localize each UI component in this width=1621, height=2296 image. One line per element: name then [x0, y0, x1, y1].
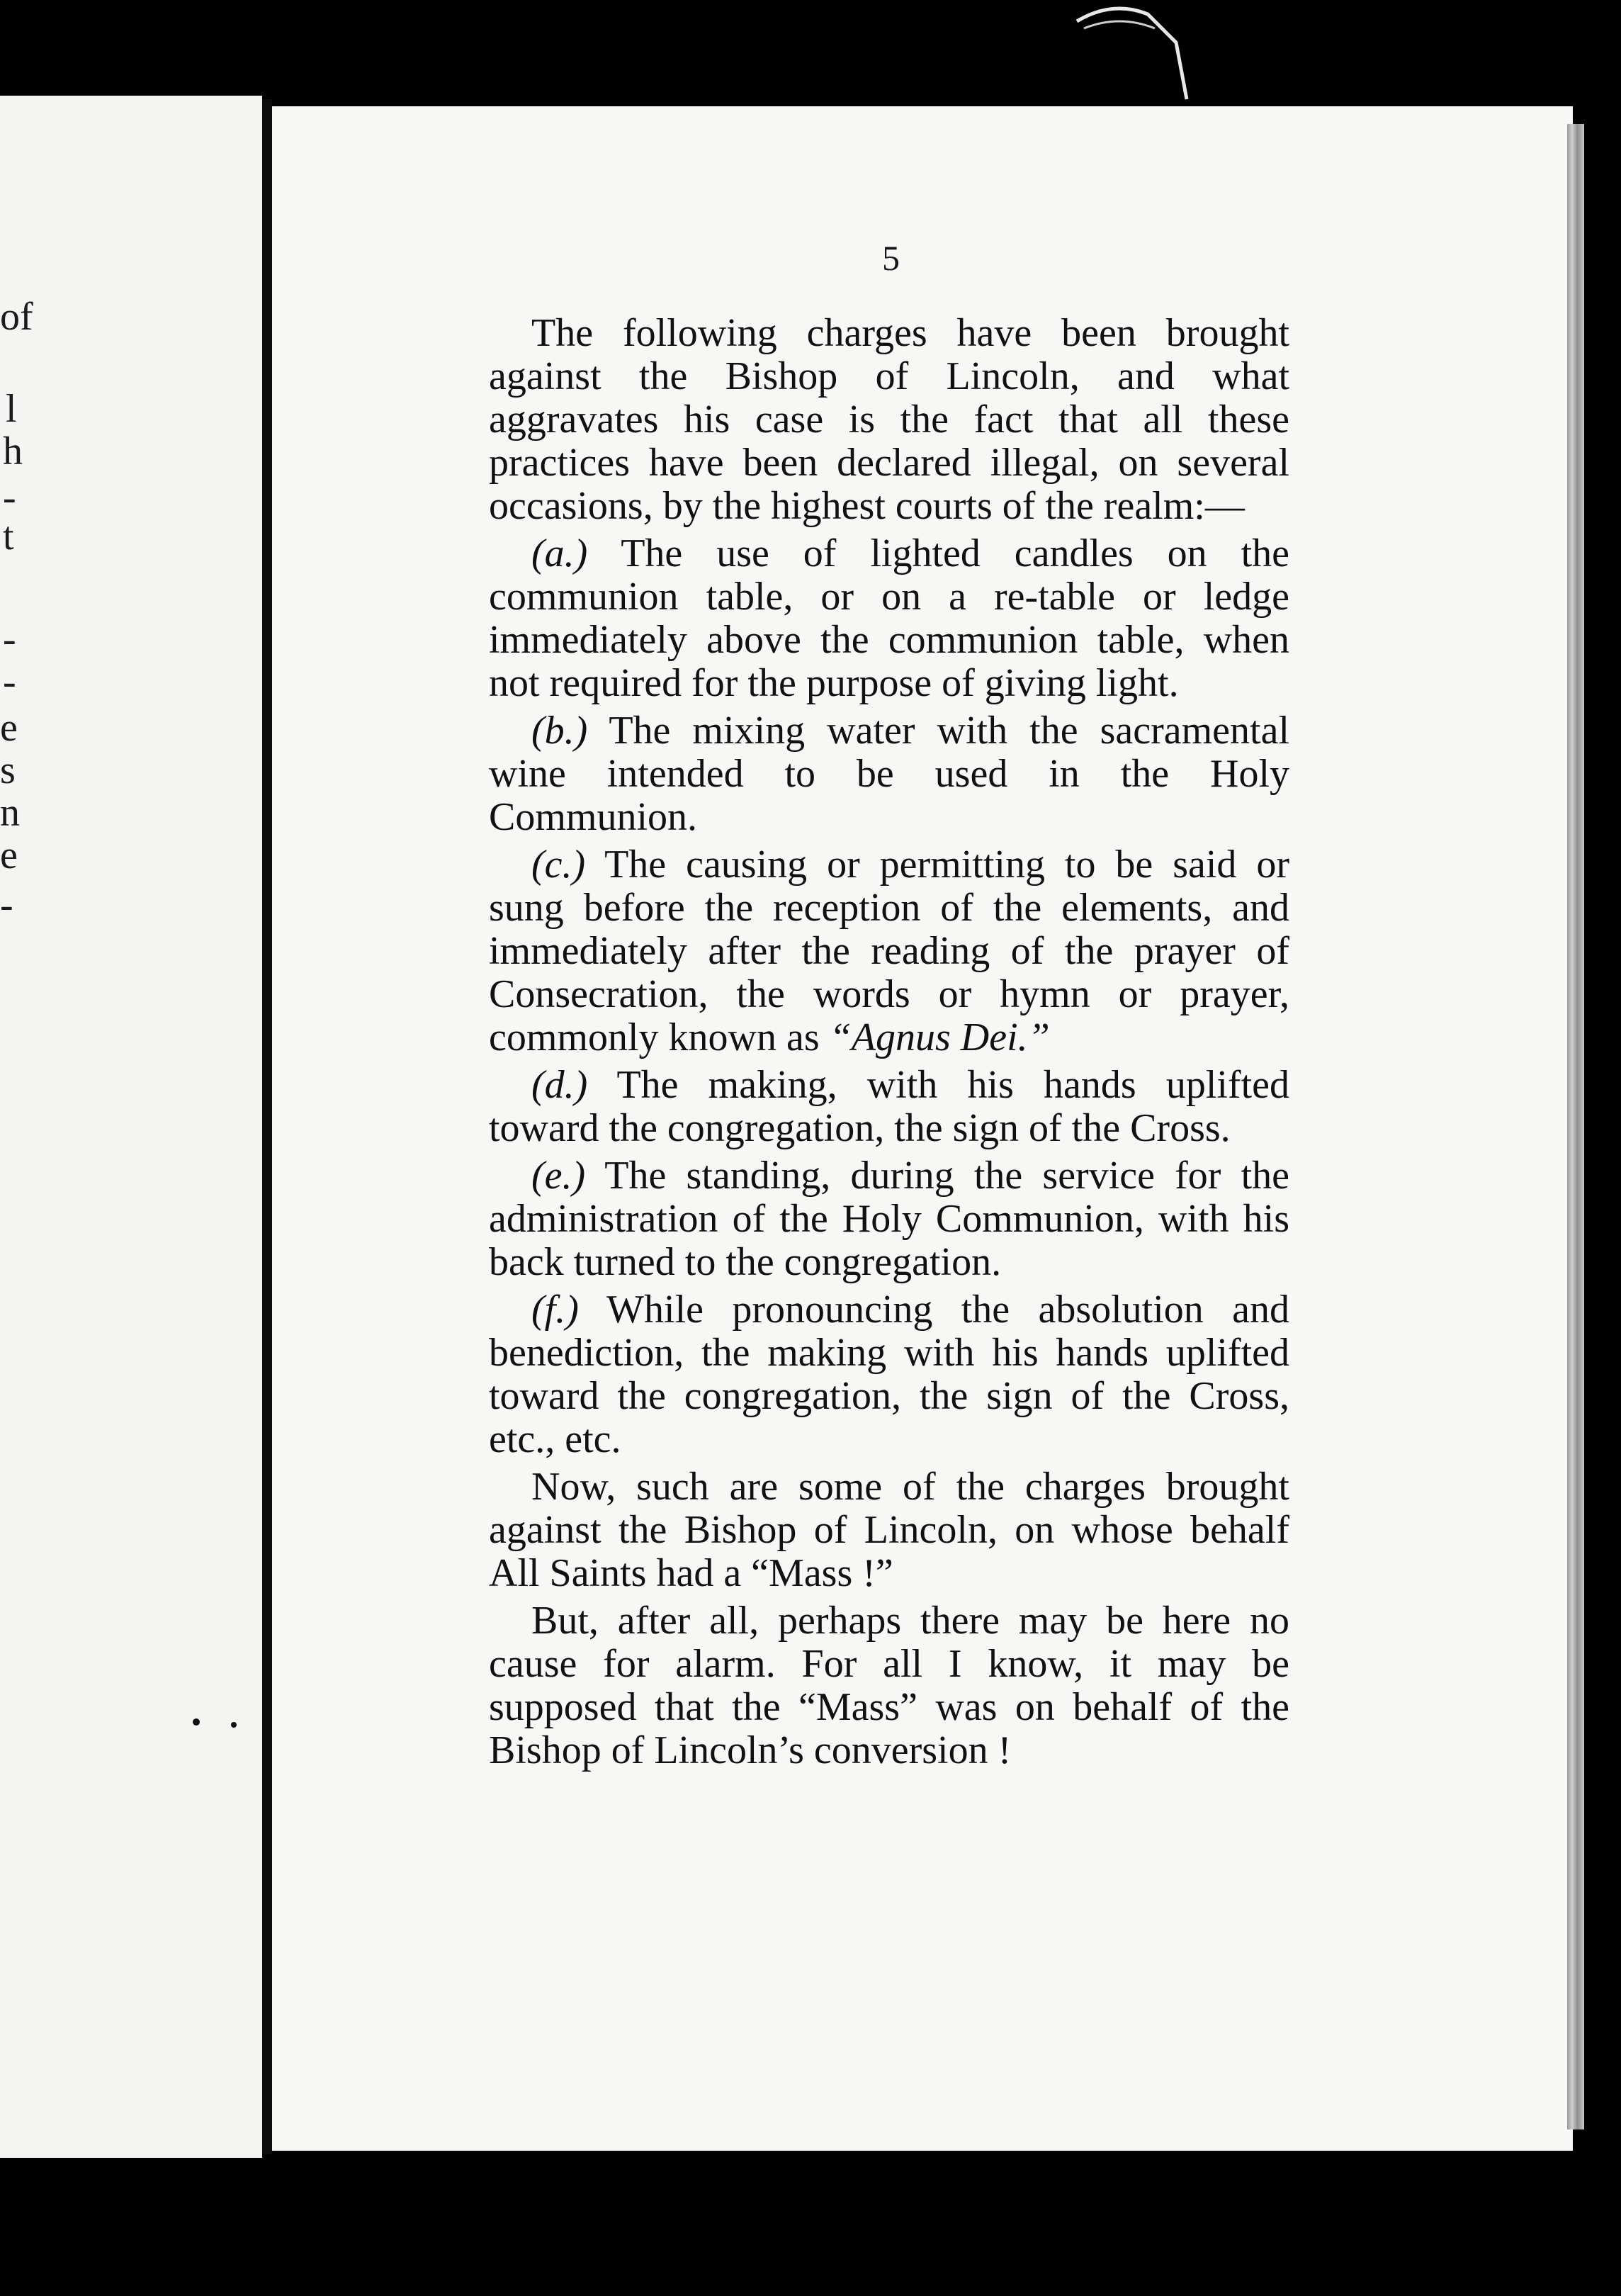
charge-item: [489, 843, 1289, 1059]
charge-label: (a.): [531, 531, 588, 575]
charge-text: The standing, during the service for the administration of the Holy Communion, with his back turned to the congregation.: [489, 1154, 1289, 1284]
left-edge-fragment: -: [0, 883, 13, 927]
charge-item: [489, 1154, 1289, 1284]
book-spine: [262, 99, 272, 2154]
charge-label: (e.): [531, 1154, 586, 1198]
charge-text: The mixing water with the sacramental wine intended to be used in the Holy Communion.: [489, 709, 1289, 839]
binding-hole: [193, 1718, 200, 1726]
scan-clip-mark: [1070, 0, 1197, 106]
intro-paragraph: The following charges have been brought against the Bishop of Lincoln, and what aggravates his case is the fact that all these practices have been declared illegal, on several occasions, by the highest courts of the realm:—: [489, 311, 1289, 528]
charge-text: The making, with his hands uplifted toward the congregation, the sign of the Cross.: [489, 1063, 1289, 1150]
charge-label: (c.): [531, 843, 586, 887]
charge-item: [489, 709, 1289, 839]
agnus-dei-quote: “Agnus Dei.”: [829, 1015, 1050, 1059]
page-block-edge: [1567, 124, 1584, 2129]
left-edge-fragment: -: [3, 617, 16, 661]
page-body: [489, 312, 1289, 1777]
left-edge-fragment: l: [6, 387, 17, 431]
charge-item: [489, 1064, 1289, 1150]
left-edge-fragment: of: [0, 295, 33, 339]
charge-item: [489, 532, 1289, 705]
charge-item: [489, 1288, 1289, 1461]
page-number: 5: [882, 238, 900, 278]
left-edge-fragment: -: [3, 660, 16, 704]
left-edge-fragment: e: [0, 833, 18, 877]
charge-text: The use of lighted candles on the communion table, or on a re-table or ledge immediately above the communion table, when not required for the purpose of giving light.: [489, 531, 1289, 705]
facing-page: [0, 96, 262, 2158]
closing-paragraph: Now, such are some of the charges brought against the Bishop of Lincoln, on whose behalf All Saints had a “Mass !”: [489, 1465, 1289, 1595]
left-edge-fragment: e: [0, 706, 18, 750]
binding-hole: [231, 1722, 237, 1728]
charge-label: (d.): [531, 1063, 588, 1107]
left-edge-fragment: h: [3, 429, 23, 473]
left-edge-fragment: -: [3, 475, 16, 519]
left-edge-fragment: t: [3, 514, 14, 558]
left-edge-fragment: n: [0, 791, 20, 835]
charge-label: (b.): [531, 709, 588, 753]
charge-label: (f.): [531, 1288, 579, 1332]
left-edge-fragment: s: [0, 748, 16, 792]
charge-text: The causing or permitting to be said or sung before the reception of the elements, and immediately after the reading of the prayer of Consecration, the words or hymn or prayer, commonly known as: [489, 843, 1289, 1059]
charge-text: While pronouncing the absolution and benediction, the making with his hands uplifted toward the congregation, the sign of the Cross, etc., etc.: [489, 1288, 1289, 1461]
closing-paragraph: But, after all, perhaps there may be here no cause for alarm. For all I know, it may be supposed that the “Mass” was on behalf of the Bishop of Lincoln’s conversion !: [489, 1599, 1289, 1772]
